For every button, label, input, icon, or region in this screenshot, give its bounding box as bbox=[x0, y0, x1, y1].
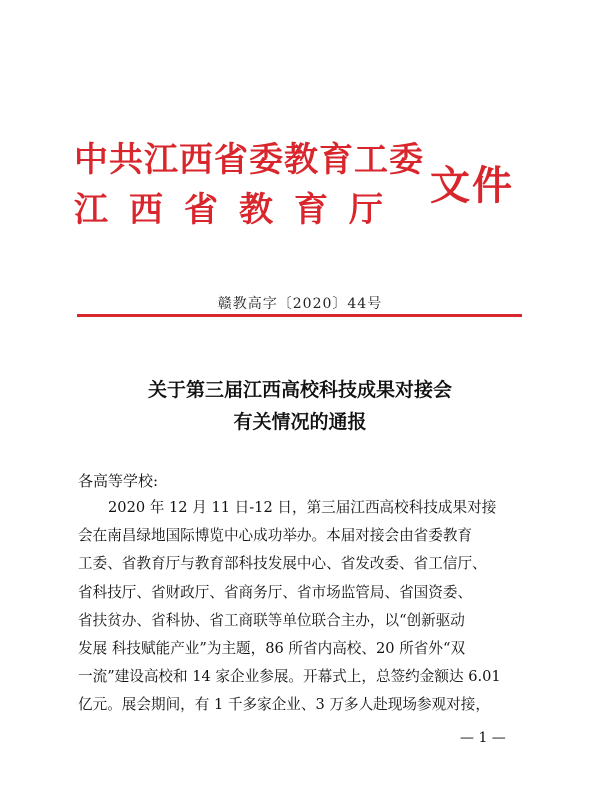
body-line-7: 一流”建设高校和 14 家企业参展。开幕式上，总签约金额达 6.01 bbox=[78, 668, 501, 686]
title-line-1: 关于第三届江西高校科技成果对接会 bbox=[147, 379, 452, 401]
body-line-3: 工委、省教育厅与教育部科技发展中心、省发改委、省工信厅、 bbox=[78, 555, 487, 573]
body-line-1: 2020 年 12 月 11 日-12 日，第三届江西高校科技成果对接 bbox=[108, 499, 497, 516]
body-paragraph bbox=[78, 494, 528, 720]
title-line-2: 有关情况的通报 bbox=[233, 411, 367, 433]
salutation: 各高等学校: bbox=[78, 472, 159, 490]
document-header bbox=[74, 124, 544, 234]
page-number: — 1 — bbox=[460, 730, 506, 746]
body-line-6: 发展 科技赋能产业”为主题，86 所省内高校、20 所省外“双 bbox=[78, 640, 466, 658]
body-line-5: 省扶贫办、省科协、省工商联等单位联合主办，以“创新驱动 bbox=[78, 611, 465, 629]
body-line-4: 省科技厅、省财政厅、省商务厅、省市场监管局、省国资委、 bbox=[78, 583, 473, 601]
red-divider bbox=[77, 314, 522, 317]
issuer-line-1: 中共江西省委教育工委 bbox=[74, 140, 424, 180]
issuer-line-2: 江西省教育厅 bbox=[74, 190, 404, 230]
document-label: 文件 bbox=[430, 163, 514, 209]
body-line-8: 亿元。展会期间，有 1 千多家企业、3 万多人赴现场参观对接， bbox=[78, 696, 490, 714]
document-number: 赣教高字〔2020〕44号 bbox=[217, 296, 383, 312]
document-title bbox=[0, 374, 600, 438]
body-line-2: 会在南昌绿地国际博览中心成功举办。本届对接会由省委教育 bbox=[78, 527, 473, 545]
